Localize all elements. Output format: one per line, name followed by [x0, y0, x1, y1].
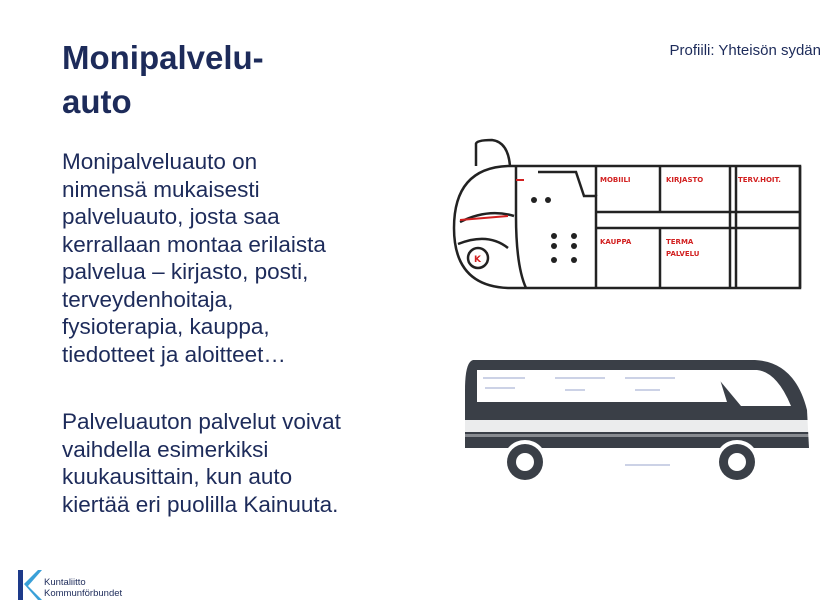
floorplan-label: KIRJASTO — [666, 176, 704, 184]
text-line: palvelua – kirjasto, posti, — [62, 259, 309, 284]
text-line: vaihdella esimerkiksi — [62, 436, 269, 462]
floorplan-label: KAUPPA — [600, 238, 632, 246]
bus-side-illustration — [455, 350, 815, 490]
floorplan-label: TERV.HOIT. — [738, 176, 781, 184]
floorplan-label: TERMA — [666, 238, 694, 246]
text-line: fysioterapia, kauppa, — [62, 314, 270, 339]
logo-line-2: Kommunförbundet — [44, 588, 123, 599]
text-line: tiedotteet ja aloitteet… — [62, 341, 286, 367]
text-line: Palveluauton palvelut voivat — [62, 409, 341, 434]
floorplan-label: MOBIILI — [600, 176, 631, 184]
title-line-1: Monipalvelu- — [62, 39, 264, 76]
slide-title — [62, 36, 392, 124]
text-line: nimensä mukaisesti — [62, 176, 260, 202]
text-line: palveluauto, josta saa — [62, 204, 280, 229]
profile-label: Profiili: Yhteisön sydän — [669, 42, 821, 59]
bus-windows — [477, 370, 727, 402]
text-line: kuukausittain, kun auto — [62, 464, 293, 489]
title-line-2: auto — [62, 83, 132, 120]
logo-line-1: Kuntaliitto — [44, 577, 86, 588]
paragraph-schedule — [62, 408, 442, 518]
paragraph-services — [62, 148, 442, 368]
logo-mark-icon — [18, 570, 23, 600]
bus-floorplan-illustration — [448, 136, 808, 296]
text-line: kiertää eri puolilla Kainuuta. — [62, 491, 339, 517]
text-line: Monipalveluauto on — [62, 149, 258, 174]
text-line: kerrallaan montaa erilaista — [62, 231, 326, 257]
floorplan-label: PALVELU — [666, 250, 700, 258]
driver-symbol: K — [474, 255, 481, 265]
text-line: terveydenhoitaja, — [62, 286, 234, 312]
